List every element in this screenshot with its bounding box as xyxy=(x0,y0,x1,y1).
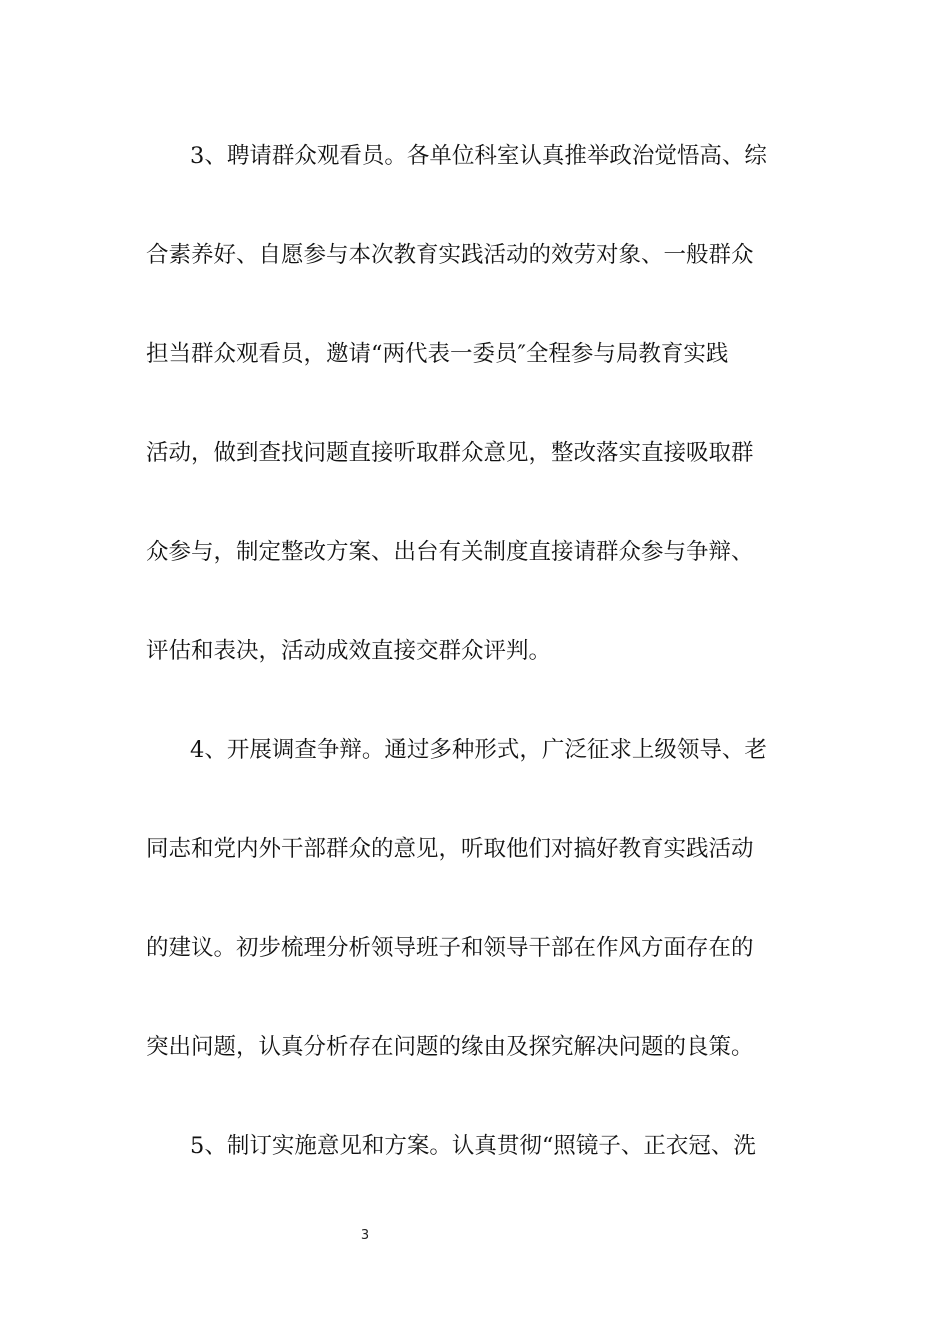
paragraph-5-line-1: 5、制订实施意见和方案。认真贯彻“照镜子、正衣冠、洗 xyxy=(190,1133,756,1159)
paragraph-3-line-5: 众参与，制定整改方案、出台有关制度直接请群众参与争辩、 xyxy=(146,539,754,565)
paragraph-4-line-4: 突出问题，认真分析存在问题的缘由及探究解决问题的良策。 xyxy=(146,1034,754,1060)
paragraph-3-line-1: 3、聘请群众观看员。各单位科室认真推举政治觉悟高、综 xyxy=(190,143,767,169)
paragraph-3-line-3: 担当群众观看员，邀请“两代表一委员″全程参与局教育实践 xyxy=(146,341,729,367)
paragraph-4-line-3: 的建议。初步梳理分析领导班子和领导干部在作风方面存在的 xyxy=(146,935,754,961)
page-number: 3 xyxy=(360,1228,370,1243)
paragraph-3-line-2: 合素养好、自愿参与本次教育实践活动的效劳对象、一般群众 xyxy=(146,242,754,268)
paragraph-4-line-1: 4、开展调查争辩。通过多种形式，广泛征求上级领导、老 xyxy=(190,737,767,763)
paragraph-3-line-6: 评估和表决，活动成效直接交群众评判。 xyxy=(146,638,552,664)
paragraph-4-line-2: 同志和党内外干部群众的意见，听取他们对搞好教育实践活动 xyxy=(146,836,754,862)
paragraph-3-line-4: 活动，做到查找问题直接听取群众意见，整改落实直接吸取群 xyxy=(146,440,754,466)
